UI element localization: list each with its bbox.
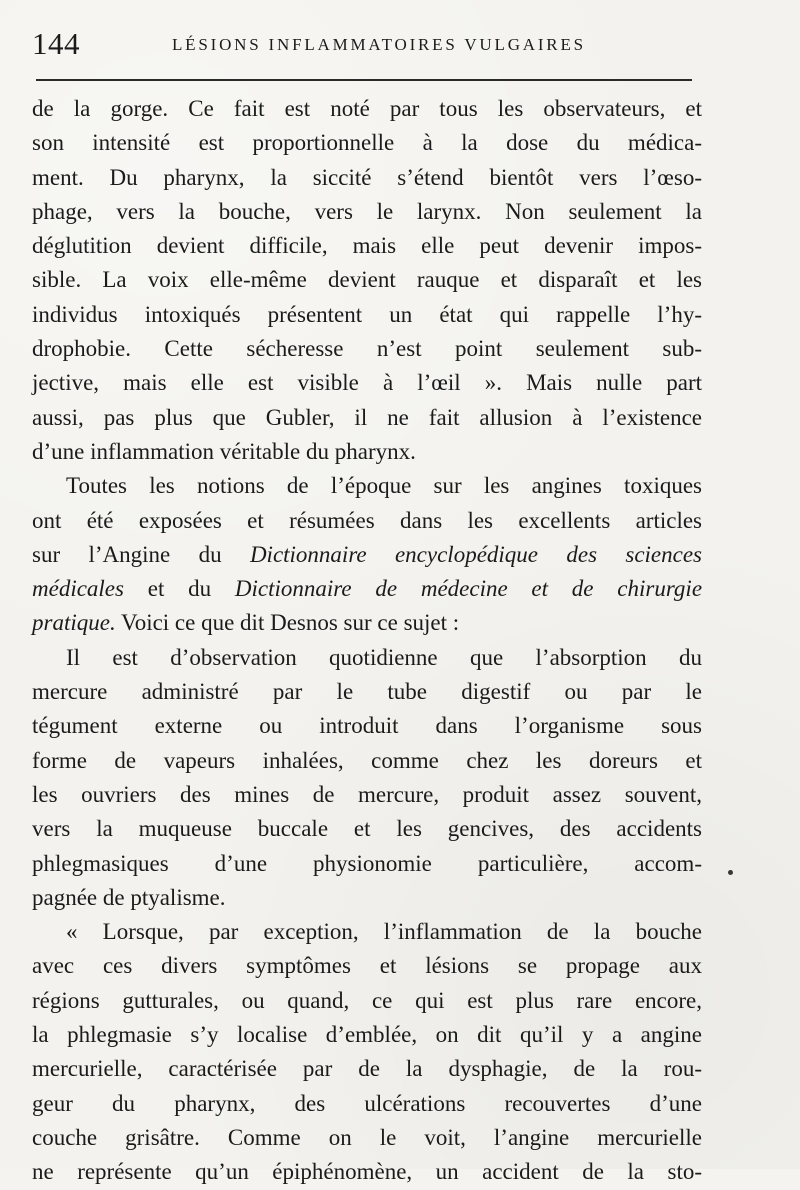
text-line: aussi, pas plus que Gubler, il ne fait allusion à l’existence [32, 404, 702, 430]
text-run: et du [147, 576, 212, 602]
text-line: avec ces divers symptômes et lésions se propage aux [32, 953, 702, 979]
page-header [32, 26, 696, 66]
body-text [32, 92, 702, 1190]
text-line: la phlegmasie s’y localise d’emblée, on dit qu’il y a angine [32, 1022, 702, 1048]
text-line: Toutes les notions de l’époque sur les angines toxiques [66, 473, 702, 499]
italic-title-run: Dictionnaire de médecine et de chirurgie [234, 576, 703, 602]
text-line: d’une inflammation véritable du pharynx. [32, 438, 416, 464]
text-line: tégument externe ou introduit dans l’organisme sous [32, 713, 702, 739]
text-line: couche grisâtre. Comme on le voit, l’angine mercurielle [32, 1124, 702, 1150]
italic-title-run: médicales [32, 576, 124, 602]
text-line: phage, vers la bouche, vers le larynx. Non seulement la [32, 198, 702, 224]
running-head: LÉSIONS INFLAMMATOIRES VULGAIRES [172, 35, 586, 54]
text-line: forme de vapeurs inhalées, comme chez les doreurs et [32, 747, 702, 773]
header-rule [36, 79, 692, 81]
text-line: son intensité est proportionnelle à la dose du médica- [32, 130, 702, 156]
italic-title-run: Dictionnaire encyclopédique des sciences [249, 541, 702, 567]
text-line: mercure administré par le tube digestif ou par le [32, 679, 702, 705]
text-line: ment. Du pharynx, la siccité s’étend bientôt vers l’œso- [32, 164, 702, 190]
text-line: jective, mais elle est visible à l’œil ». Mais nulle part [32, 370, 702, 396]
text-line [32, 538, 702, 572]
text-line: vers la muqueuse buccale et les gencives, des accidents [32, 816, 702, 842]
text-line [32, 606, 702, 640]
text-run: sur l’Angine du [32, 541, 222, 567]
text-line: ont été exposées et résumées dans les excellents articles [32, 507, 702, 533]
text-line: mercurielle, caractérisée par de la dysphagie, de la rou- [32, 1056, 702, 1082]
text-line: phlegmasiques d’une physionomie particulière, accom- [32, 850, 702, 876]
text-line: individus intoxiqués présentent un état qui rappelle l’hy- [32, 301, 702, 327]
text-line: drophobie. Cette sécheresse n’est point seulement sub- [32, 336, 702, 362]
text-line: Il est d’observation quotidienne que l’absorption du [66, 644, 702, 670]
text-line: sible. La voix elle-même devient rauque et disparaît et les [32, 267, 702, 293]
text-run: Voici ce que dit Desnos sur ce sujet : [121, 610, 460, 636]
text-line: « Lorsque, par exception, l’inflammation de la bouche [66, 919, 702, 945]
italic-title-run: pratique. [32, 610, 116, 636]
text-line: de la gorge. Ce fait est noté par tous les observateurs, et [32, 96, 702, 121]
ink-spot [728, 870, 733, 875]
text-line: geur du pharynx, des ulcérations recouvertes d’une [32, 1090, 702, 1116]
text-line [32, 572, 702, 606]
text-line: régions gutturales, ou quand, ce qui est plus rare encore, [32, 987, 702, 1013]
text-line: les ouvriers des mines de mercure, produit assez souvent, [32, 781, 702, 807]
page-number: 144 [32, 26, 80, 61]
text-line: déglutition devient difficile, mais elle peut devenir impos- [32, 233, 702, 259]
text-line: ne représente qu’un épiphénomène, un accident de la sto- [32, 1159, 702, 1185]
text-line: pagnée de ptyalisme. [32, 884, 226, 910]
